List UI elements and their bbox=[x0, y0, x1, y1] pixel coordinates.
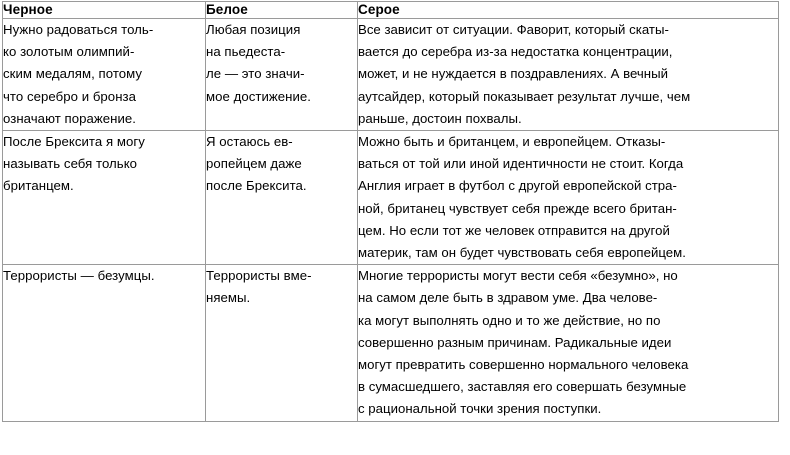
cell-white bbox=[206, 131, 358, 265]
text-line: совершенно разным причинам. Радикальные идеи bbox=[358, 334, 672, 350]
cell-white bbox=[206, 19, 358, 131]
text-line: на самом деле быть в здравом уме. Два челове- bbox=[358, 290, 658, 306]
text-line: ваться от той или иной идентичности не стоит. Когда bbox=[358, 156, 684, 172]
text-line: цем. Но если тот же человек отправится на другой bbox=[358, 222, 670, 238]
column-header-white: Белое bbox=[206, 2, 358, 19]
text-line: называть себя только bbox=[3, 156, 138, 172]
text-line: может, и не нуждается в поздравлениях. А вечный bbox=[358, 66, 668, 82]
comparison-table bbox=[2, 1, 779, 422]
text-line: после Брексита. bbox=[206, 178, 307, 194]
text-line: с рациональной точки зрения поступки. bbox=[358, 401, 602, 417]
table-row bbox=[3, 19, 779, 131]
text-line: ле — это значи- bbox=[206, 66, 305, 82]
text-line: няемы. bbox=[206, 290, 251, 306]
table-body bbox=[3, 19, 779, 422]
cell-grey bbox=[358, 19, 779, 131]
text-line: материк, там он будет чувствовать себя европейцем. bbox=[358, 245, 686, 261]
text-line: ко золотым олимпий- bbox=[3, 44, 135, 60]
text-line: Все зависит от ситуации. Фаворит, который скаты- bbox=[358, 22, 669, 37]
text-line: Англия играет в футбол с другой европейской стра- bbox=[358, 178, 677, 194]
table-header bbox=[3, 2, 779, 19]
text-line: британцем. bbox=[3, 178, 74, 194]
text-line: После Брексита я могу bbox=[3, 134, 145, 150]
text-line: в сумасшедшего, заставляя его совершать безумные bbox=[358, 379, 687, 395]
text-line: Многие террористы могут вести себя «безумно», но bbox=[358, 268, 678, 284]
table-container bbox=[2, 1, 778, 422]
cell-black bbox=[3, 265, 206, 421]
text-line: Террористы — безумцы. bbox=[3, 268, 155, 284]
cell-grey bbox=[358, 131, 779, 265]
text-line: Можно быть и британцем, и европейцем. Отказы- bbox=[358, 134, 666, 150]
text-line: аутсайдер, который показывает результат лучше, чем bbox=[358, 88, 691, 104]
text-line: Террористы вме- bbox=[206, 268, 312, 284]
text-line: вается до серебра из-за недостатка концентрации, bbox=[358, 44, 673, 60]
text-line: ка могут выполнять одно и то же действие, но по bbox=[358, 312, 661, 328]
text-line: что серебро и бронза bbox=[3, 88, 137, 104]
column-header-black: Черное bbox=[3, 2, 206, 19]
header-row bbox=[3, 2, 779, 19]
cell-black bbox=[3, 19, 206, 131]
text-line: мое достижение. bbox=[206, 88, 311, 104]
text-line: могут превратить совершенно нормального человека bbox=[358, 357, 689, 373]
text-line: Любая позиция bbox=[206, 22, 301, 37]
table-row bbox=[3, 131, 779, 265]
text-line: раньше, достоин похвалы. bbox=[358, 110, 522, 126]
text-line: на пьедеста- bbox=[206, 44, 286, 60]
text-line: Я остаюсь ев- bbox=[206, 134, 293, 150]
text-line: ной, британец чувствует себя прежде всего британ- bbox=[358, 200, 677, 216]
table-row bbox=[3, 265, 779, 421]
text-line: означают поражение. bbox=[3, 110, 136, 126]
cell-grey bbox=[358, 265, 779, 421]
cell-white bbox=[206, 265, 358, 421]
text-line: Нужно радоваться толь- bbox=[3, 22, 154, 37]
cell-black bbox=[3, 131, 206, 265]
text-line: ским медалям, потому bbox=[3, 66, 143, 82]
column-header-grey: Серое bbox=[358, 2, 779, 19]
text-line: ропейцем даже bbox=[206, 156, 302, 172]
